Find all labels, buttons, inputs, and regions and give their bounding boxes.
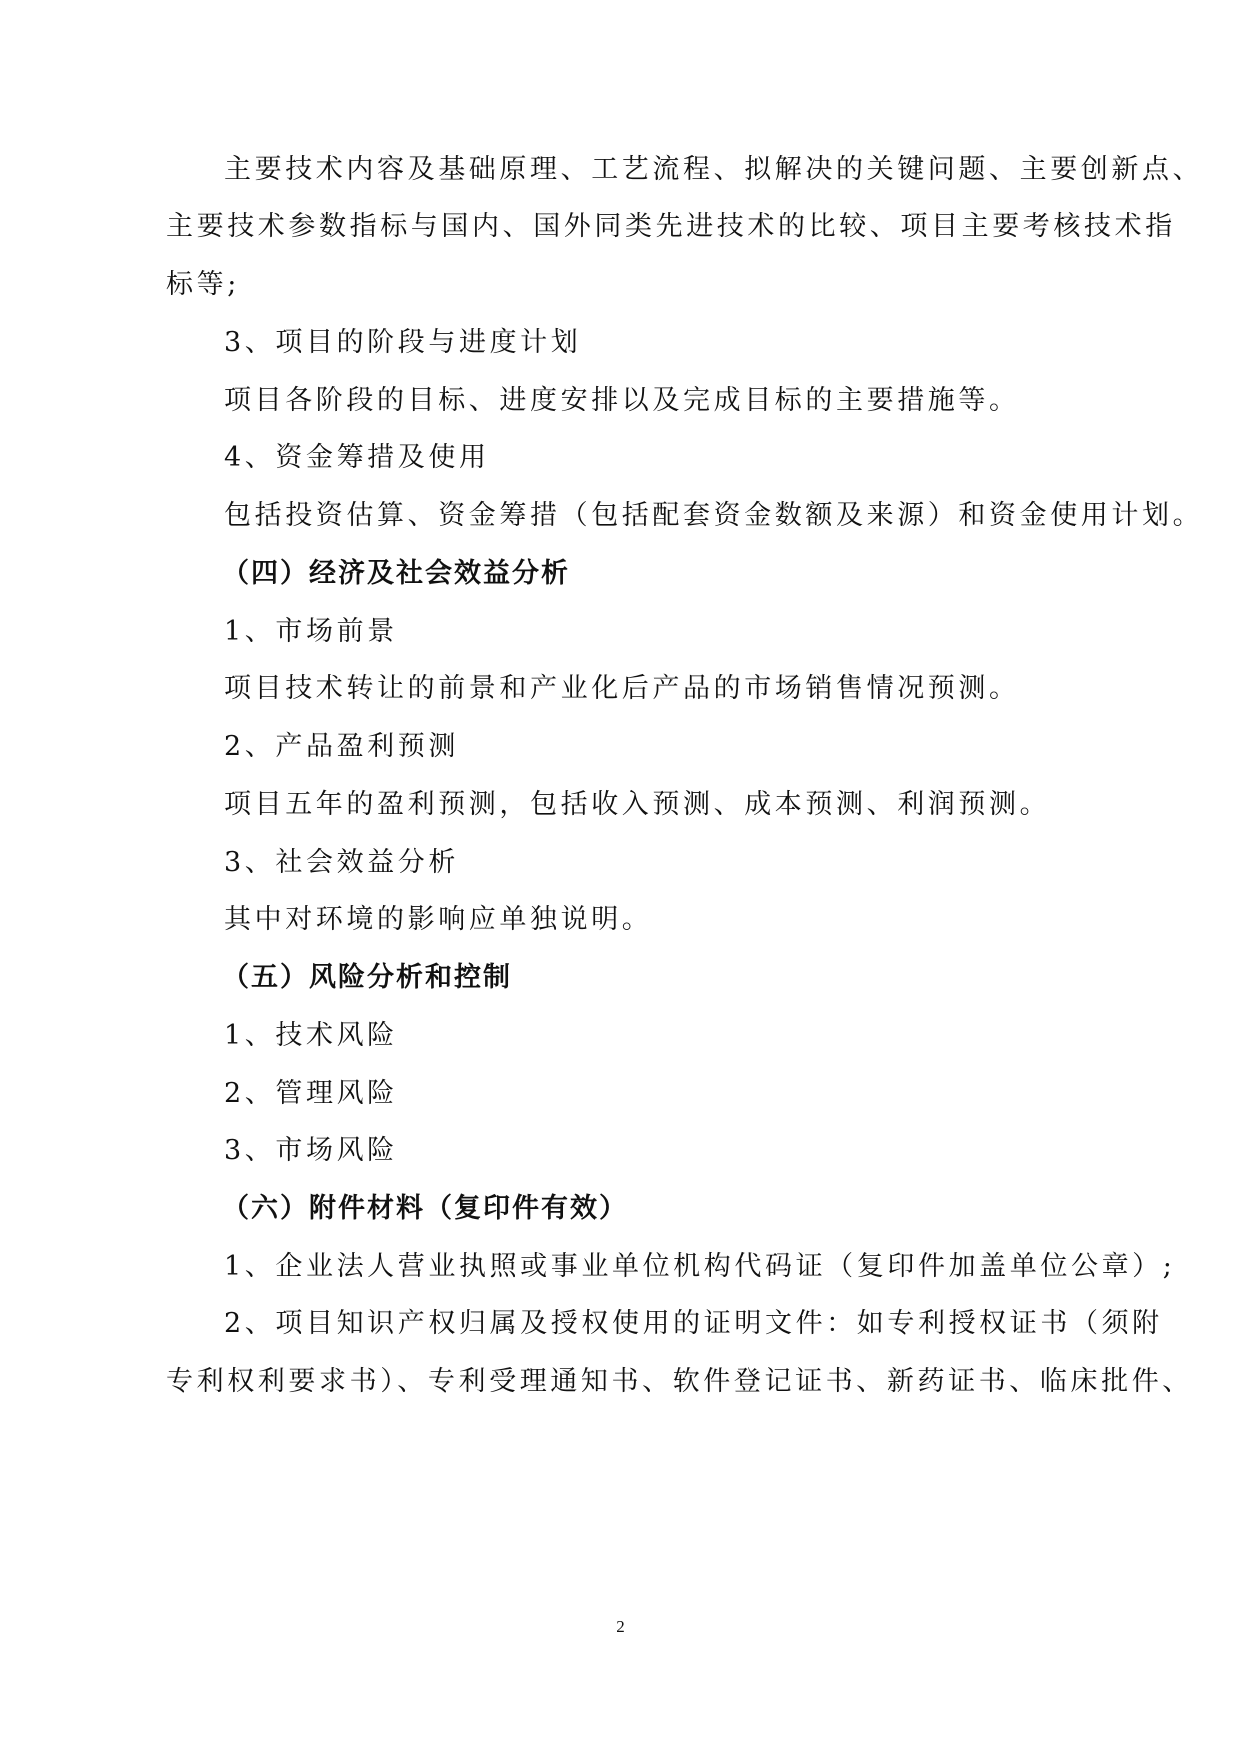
- list-item: 3、市场风险: [224, 1135, 398, 1166]
- item-text: 项目技术转让的前景和产业化后产品的市场销售情况预测。: [224, 673, 1020, 704]
- section-title: （四）经济及社会效益分析: [222, 558, 570, 589]
- list-item: 2、项目知识产权归属及授权使用的证明文件：如专利授权证书（须附: [224, 1308, 1163, 1339]
- item-text: 其中对环境的影响应单独说明。: [224, 904, 653, 935]
- item-heading: 1、市场前景: [224, 616, 398, 647]
- list-item: 2、管理风险: [224, 1078, 398, 1109]
- item-heading: 3、社会效益分析: [224, 847, 459, 878]
- section-title: （五）风险分析和控制: [222, 962, 512, 993]
- item-text: 包括投资估算、资金筹措（包括配套资金数额及来源）和资金使用计划。: [224, 500, 1204, 531]
- page-number: 2: [616, 1617, 625, 1636]
- paragraph-line: 标等;: [166, 269, 240, 300]
- list-item: 1、企业法人营业执照或事业单位机构代码证（复印件加盖单位公章）;: [224, 1251, 1176, 1282]
- list-item: 1、技术风险: [224, 1020, 398, 1051]
- section-title: （六）附件材料（复印件有效）: [222, 1193, 628, 1224]
- item-heading: 2、产品盈利预测: [224, 731, 459, 762]
- item-heading: 4、资金筹措及使用: [224, 442, 490, 473]
- item-heading: 3、项目的阶段与进度计划: [224, 327, 582, 358]
- item-text: 项目各阶段的目标、进度安排以及完成目标的主要措施等。: [224, 385, 1020, 416]
- paragraph-line: 主要技术参数指标与国内、国外同类先进技术的比较、项目主要考核技术指: [166, 211, 1176, 242]
- paragraph-line: 专利权利要求书）、专利受理通知书、软件登记证书、新药证书、临床批件、: [166, 1366, 1193, 1397]
- item-text: 项目五年的盈利预测，包括收入预测、成本预测、利润预测。: [224, 789, 1051, 820]
- paragraph-line: 主要技术内容及基础原理、工艺流程、拟解决的关键问题、主要创新点、: [224, 154, 1204, 185]
